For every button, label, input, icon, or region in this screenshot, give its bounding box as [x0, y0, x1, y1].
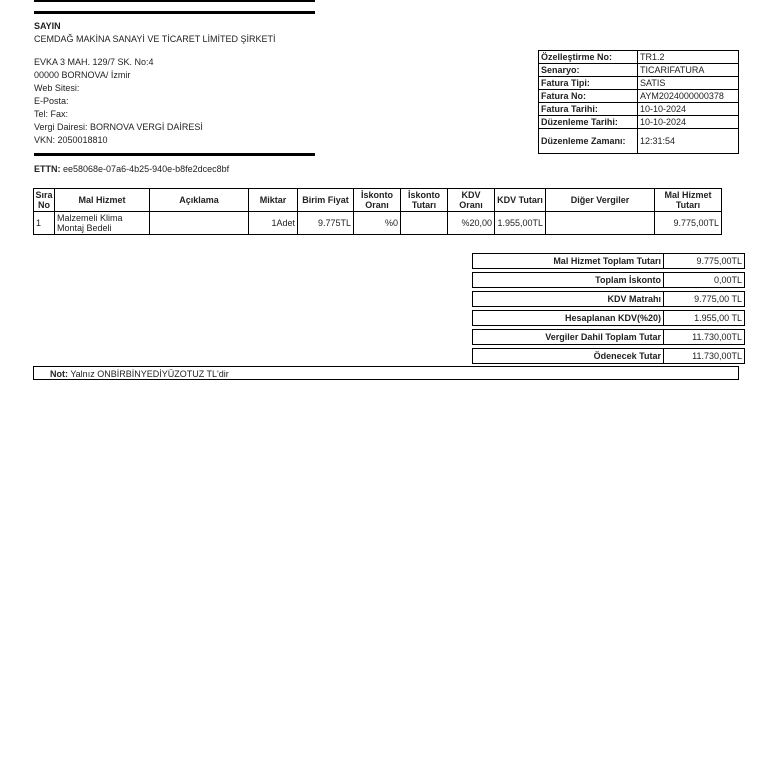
cell-sira: 1 — [34, 212, 55, 235]
cell-mal-hizmet-tutari: 9.775,00TL — [655, 212, 722, 235]
header-cell: Miktar — [249, 189, 298, 212]
meta-value: SATIS — [638, 77, 739, 90]
meta-value: AYM2024000000378 — [638, 90, 739, 103]
header-cell: Birim Fiyat — [298, 189, 354, 212]
header-cell: Mal Hizmet Tutarı — [655, 189, 722, 212]
top-rule-1 — [34, 0, 315, 2]
note-label: Not: — [50, 369, 68, 379]
meta-row — [539, 90, 739, 103]
cell-iskonto-tutari — [401, 212, 448, 235]
meta-row — [539, 51, 739, 64]
cell-diger-vergiler — [546, 212, 655, 235]
totals-value: 11.730,00TL — [664, 349, 745, 364]
note-text: Yalnız ONBİRBİNYEDİYÜZOTUZ TL'dir — [70, 369, 229, 379]
meta-value: TR1.2 — [638, 51, 739, 64]
top-rule-2 — [34, 11, 315, 14]
totals-label: Vergiler Dahil Toplam Tutar — [473, 330, 664, 345]
meta-label: Özelleştirme No: — [539, 51, 638, 64]
totals-label: KDV Matrahı — [473, 292, 664, 307]
totals-row — [473, 273, 745, 288]
meta-label: Senaryo: — [539, 64, 638, 77]
buyer-web: Web Sitesi: — [34, 83, 80, 93]
totals-label: Ödenecek Tutar — [473, 349, 664, 364]
buyer-bottom-rule — [34, 153, 315, 156]
buyer-vkn: VKN: 2050018810 — [34, 135, 108, 145]
header-cell: Diğer Vergiler — [546, 189, 655, 212]
header-cell: İskonto Tutarı — [401, 189, 448, 212]
totals-row — [473, 292, 745, 307]
meta-value: 10-10-2024 — [638, 103, 739, 116]
line-items-table — [33, 188, 722, 235]
ettn-value: ee58068e-07a6-4b25-940e-b8fe2dcec8bf — [63, 164, 230, 174]
totals-row — [473, 330, 745, 345]
meta-label: Düzenleme Zamanı: — [539, 129, 638, 154]
cell-aciklama — [150, 212, 249, 235]
buyer-name: CEMDAĞ MAKİNA SANAYİ VE TİCARET LİMİTED ŞİRKETİ — [34, 34, 276, 44]
totals-label: Mal Hizmet Toplam Tutarı — [473, 254, 664, 269]
meta-label: Fatura No: — [539, 90, 638, 103]
meta-value: TICARIFATURA — [638, 64, 739, 77]
totals-label: Hesaplanan KDV(%20) — [473, 311, 664, 326]
header-cell: KDV Oranı — [448, 189, 495, 212]
buyer-block — [34, 20, 276, 147]
invoice-meta-table — [538, 50, 739, 154]
header-cell: Açıklama — [150, 189, 249, 212]
cell-iskonto-orani: %0 — [354, 212, 401, 235]
totals-value: 1.955,00 TL — [664, 311, 745, 326]
totals-value: 9.775,00 TL — [664, 292, 745, 307]
buyer-phone: Tel: Fax: — [34, 109, 69, 119]
header-cell: Sıra No — [35, 190, 53, 210]
totals-value: 0,00TL — [664, 273, 745, 288]
meta-value: 12:31:54 — [638, 129, 739, 154]
meta-label: Fatura Tarihi: — [539, 103, 638, 116]
table-row — [34, 212, 722, 235]
meta-label: Düzenleme Tarihi: — [539, 116, 638, 129]
totals-row — [473, 349, 745, 364]
buyer-email: E-Posta: — [34, 96, 69, 106]
ettn-label: ETTN: — [34, 164, 61, 174]
cell-miktar: 1Adet — [249, 212, 298, 235]
meta-row — [539, 77, 739, 90]
buyer-tax-office: Vergi Dairesi: BORNOVA VERGİ DAİRESİ — [34, 122, 203, 132]
totals-label: Toplam İskonto — [473, 273, 664, 288]
cell-kdv-orani: %20,00 — [448, 212, 495, 235]
meta-label: Fatura Tipi: — [539, 77, 638, 90]
buyer-address-line1: EVKA 3 MAH. 129/7 SK. No:4 — [34, 57, 154, 67]
totals-table — [472, 253, 745, 364]
cell-mal-hizmet: Malzemeli Klima Montaj Bedeli — [55, 212, 150, 235]
meta-row — [539, 129, 739, 154]
meta-row — [539, 103, 739, 116]
buyer-heading: SAYIN — [34, 21, 61, 31]
meta-row — [539, 116, 739, 129]
header-cell: KDV Tutarı — [495, 189, 546, 212]
cell-birim-fiyat: 9.775TL — [298, 212, 354, 235]
meta-value: 10-10-2024 — [638, 116, 739, 129]
header-cell: Mal Hizmet — [55, 189, 150, 212]
totals-row — [473, 311, 745, 326]
note-box — [33, 366, 739, 380]
cell-kdv-tutari: 1.955,00TL — [495, 212, 546, 235]
totals-row — [473, 254, 745, 269]
totals-value: 9.775,00TL — [664, 254, 745, 269]
totals-value: 11.730,00TL — [664, 330, 745, 345]
buyer-address-line2: 00000 BORNOVA/ İzmir — [34, 70, 131, 80]
ettn-line — [34, 164, 229, 174]
header-cell: İskonto Oranı — [354, 189, 401, 212]
meta-row — [539, 64, 739, 77]
items-header-row — [34, 189, 722, 212]
